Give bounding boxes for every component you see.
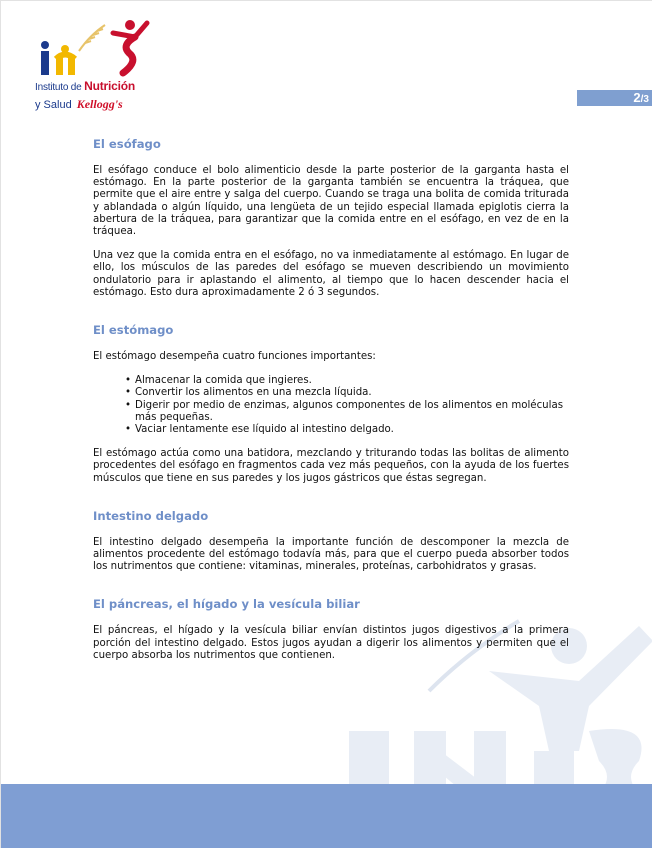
- section-title-estomago: El estómago: [93, 323, 174, 338]
- page-current: 2: [633, 90, 641, 105]
- article-body: [93, 137, 569, 662]
- ins-logo-mark: [35, 15, 155, 77]
- list-item: • Vaciar lentamente ese líquido al intestino delgado.: [125, 424, 394, 436]
- bullet-icon: •: [125, 387, 132, 399]
- estomago-functions-list: [93, 375, 569, 436]
- bullet-icon: •: [125, 424, 132, 436]
- paragraph-estomago-intro: El estómago desempeña cuatro funciones importantes:: [93, 351, 376, 363]
- paragraph-intestino-1: El intestino delgado desempeña la importante función de descomponer la mezcla de alimentos procedente del estómago todavía más, para que el cuerpo pueda absorber todos los nutrimentos que contiene: vitaminas, minerales, proteínas, carbohidratos y grasas.: [93, 536, 569, 573]
- logo-line2: y Salud Kellogg's: [35, 97, 123, 111]
- paragraph-pancreas-1: El páncreas, el hígado y la vesícula biliar envían distintos jugos digestivos a la primera porción del intestino delgado. Estos jugos ayudan a digerir los alimentos y permiten que el cuerpo absorba los nutrimentos que contienen.: [93, 625, 569, 661]
- section-title-pancreas: El páncreas, el hígado y la vesícula biliar: [93, 597, 360, 612]
- paragraph-esofago-2: Una vez que la comida entra en el esófago, no va inmediatamente al estómago. En lugar de ello, los músculos de las paredes del esófago se mueven describiendo un movimiento ondulatorio para ir aplastando el alimento, al tiempo que lo hacen descender hacia el estómago. Esto dura aproximadamente 2 ó 3 segundos.: [93, 250, 569, 298]
- section-title-intestino: Intestino delgado: [93, 508, 209, 523]
- bullet-icon: •: [125, 399, 132, 411]
- logo-line1: Instituto de Nutrición: [35, 79, 135, 93]
- page-total: /3: [640, 94, 649, 105]
- section-title-esofago: El esófago: [93, 137, 161, 151]
- footer-band: [1, 784, 652, 848]
- list-item: • Convertir los alimentos en una mezcla líquida.: [125, 387, 372, 399]
- paragraph-esofago-1: El esófago conduce el bolo alimenticio desde la parte posterior de la garganta hasta el estómago. En la parte posterior de la garganta también se encuentra la tráquea, que permite que el aire entre y salga del cuerpo. Cuando se traga una bolita de comida triturada y ablandada o algún líquido, una lengüeta de un tejido especial llamada epiglotis cierra la abertura de la tráquea, para garantizar que la comida entre en el esófago, en vez de en la tráquea.: [93, 165, 569, 238]
- list-item: • Digerir por medio de enzimas, algunos componentes de los alimentos en moléculas más pequeñas.: [125, 399, 564, 423]
- kelloggs-brand: Kellogg's: [76, 97, 123, 111]
- page-indicator: [577, 90, 652, 106]
- ins-logo: [35, 15, 155, 115]
- list-item: • Almacenar la comida que ingieres.: [125, 375, 312, 387]
- paragraph-estomago-2: El estómago actúa como una batidora, mezclando y triturando todas las bolitas de alimento procedentes del esófago en fragmentos cada vez más pequeños, con la ayuda de los fuertes músculos que tiene en sus paredes y los jugos gástricos que éstas segregan.: [93, 448, 569, 484]
- bullet-icon: •: [125, 375, 132, 387]
